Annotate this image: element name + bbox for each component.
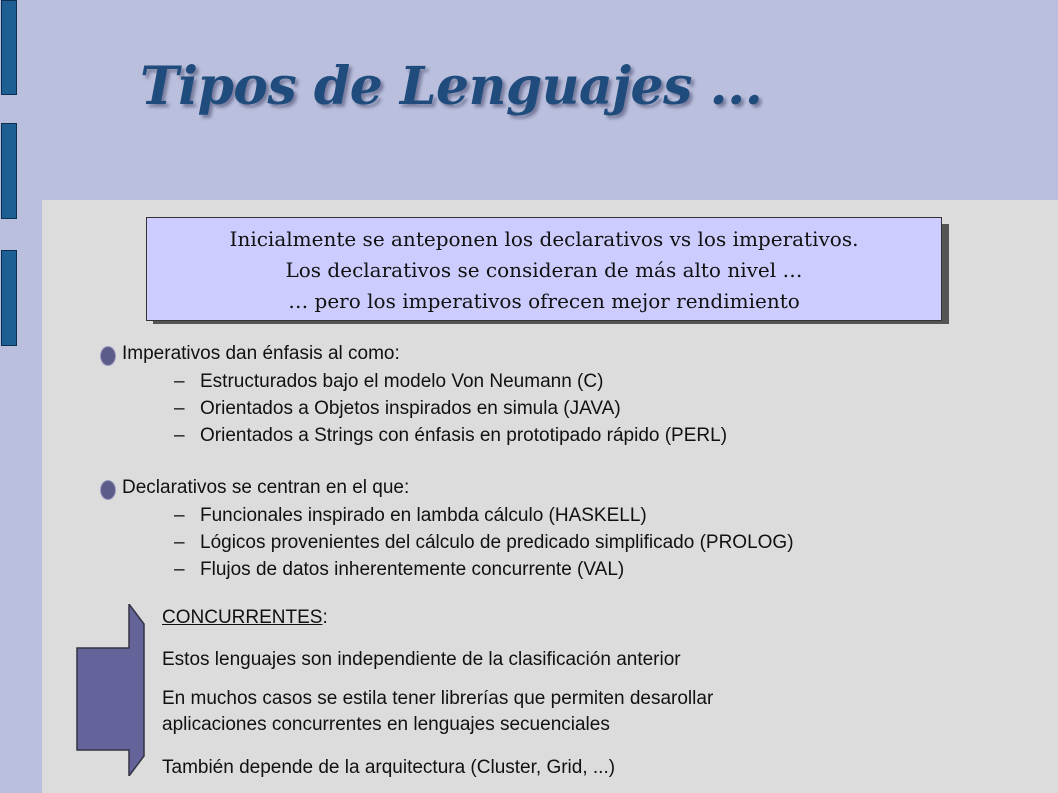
list-item — [100, 368, 727, 395]
dash-icon: – — [174, 425, 185, 446]
side-bar-3 — [1, 250, 17, 346]
list-item — [100, 529, 794, 556]
callout-line-2: Los declarativos se consideran de más alto nivel … — [285, 258, 803, 282]
dash-icon: – — [174, 398, 185, 419]
list-item — [100, 422, 727, 449]
dash-icon: – — [174, 559, 185, 580]
concurrentes-heading — [162, 607, 328, 629]
callout-box — [146, 217, 942, 321]
list-item-text: Estructurados bajo el modelo Von Neumann (C) — [200, 371, 604, 392]
imperativos-heading-text: Imperativos dan énfasis al como: — [122, 343, 400, 364]
dash-icon: – — [174, 505, 185, 526]
concurrentes-paragraph-3: También depende de la arquitectura (Cluster, Grid, ...) — [162, 757, 616, 778]
declarativos-heading-text: Declarativos se centran en el que: — [122, 477, 410, 498]
side-bar-2 — [1, 123, 17, 219]
dash-icon: – — [174, 532, 185, 553]
concurrentes-heading-colon: : — [322, 607, 328, 628]
dash-icon: – — [174, 371, 185, 392]
list-item-text: Funcionales inspirado en lambda cálculo (HASKELL) — [200, 505, 647, 526]
concurrentes-paragraph-2-line-2: aplicaciones concurrentes en lenguajes secuenciales — [162, 714, 610, 735]
imperativos-heading — [100, 340, 727, 368]
list-item-text: Lógicos provenientes del cálculo de predicado simplificado (PROLOG) — [200, 532, 794, 553]
callout-line-1: Inicialmente se anteponen los declarativos vs los imperativos. — [229, 227, 859, 251]
callout-line-3: … pero los imperativos ofrecen mejor rendimiento — [288, 289, 800, 313]
arrow-icon — [76, 604, 160, 776]
slide-title: Tipos de Lenguajes ... — [140, 56, 763, 117]
list-item-text: Flujos de datos inherentemente concurrente (VAL) — [200, 559, 625, 580]
list-item — [100, 395, 727, 422]
imperativos-section — [100, 340, 727, 449]
list-item — [100, 556, 794, 583]
concurrentes-heading-text: CONCURRENTES — [162, 607, 323, 628]
list-item-text: Orientados a Strings con énfasis en prototipado rápido (PERL) — [200, 425, 728, 446]
list-item — [100, 502, 794, 529]
bullet-dot-icon — [100, 480, 116, 500]
concurrentes-paragraph-1: Estos lenguajes son independiente de la clasificación anterior — [162, 649, 681, 670]
declarativos-heading — [100, 474, 794, 502]
concurrentes-paragraph-2-line-1: En muchos casos se estila tener librerías que permiten desarollar — [162, 688, 714, 709]
side-bar-1 — [1, 0, 17, 95]
left-decoration-strip — [0, 0, 42, 793]
list-item-text: Orientados a Objetos inspirados en simula (JAVA) — [200, 398, 621, 419]
bullet-dot-icon — [100, 346, 116, 366]
declarativos-section — [100, 474, 794, 583]
